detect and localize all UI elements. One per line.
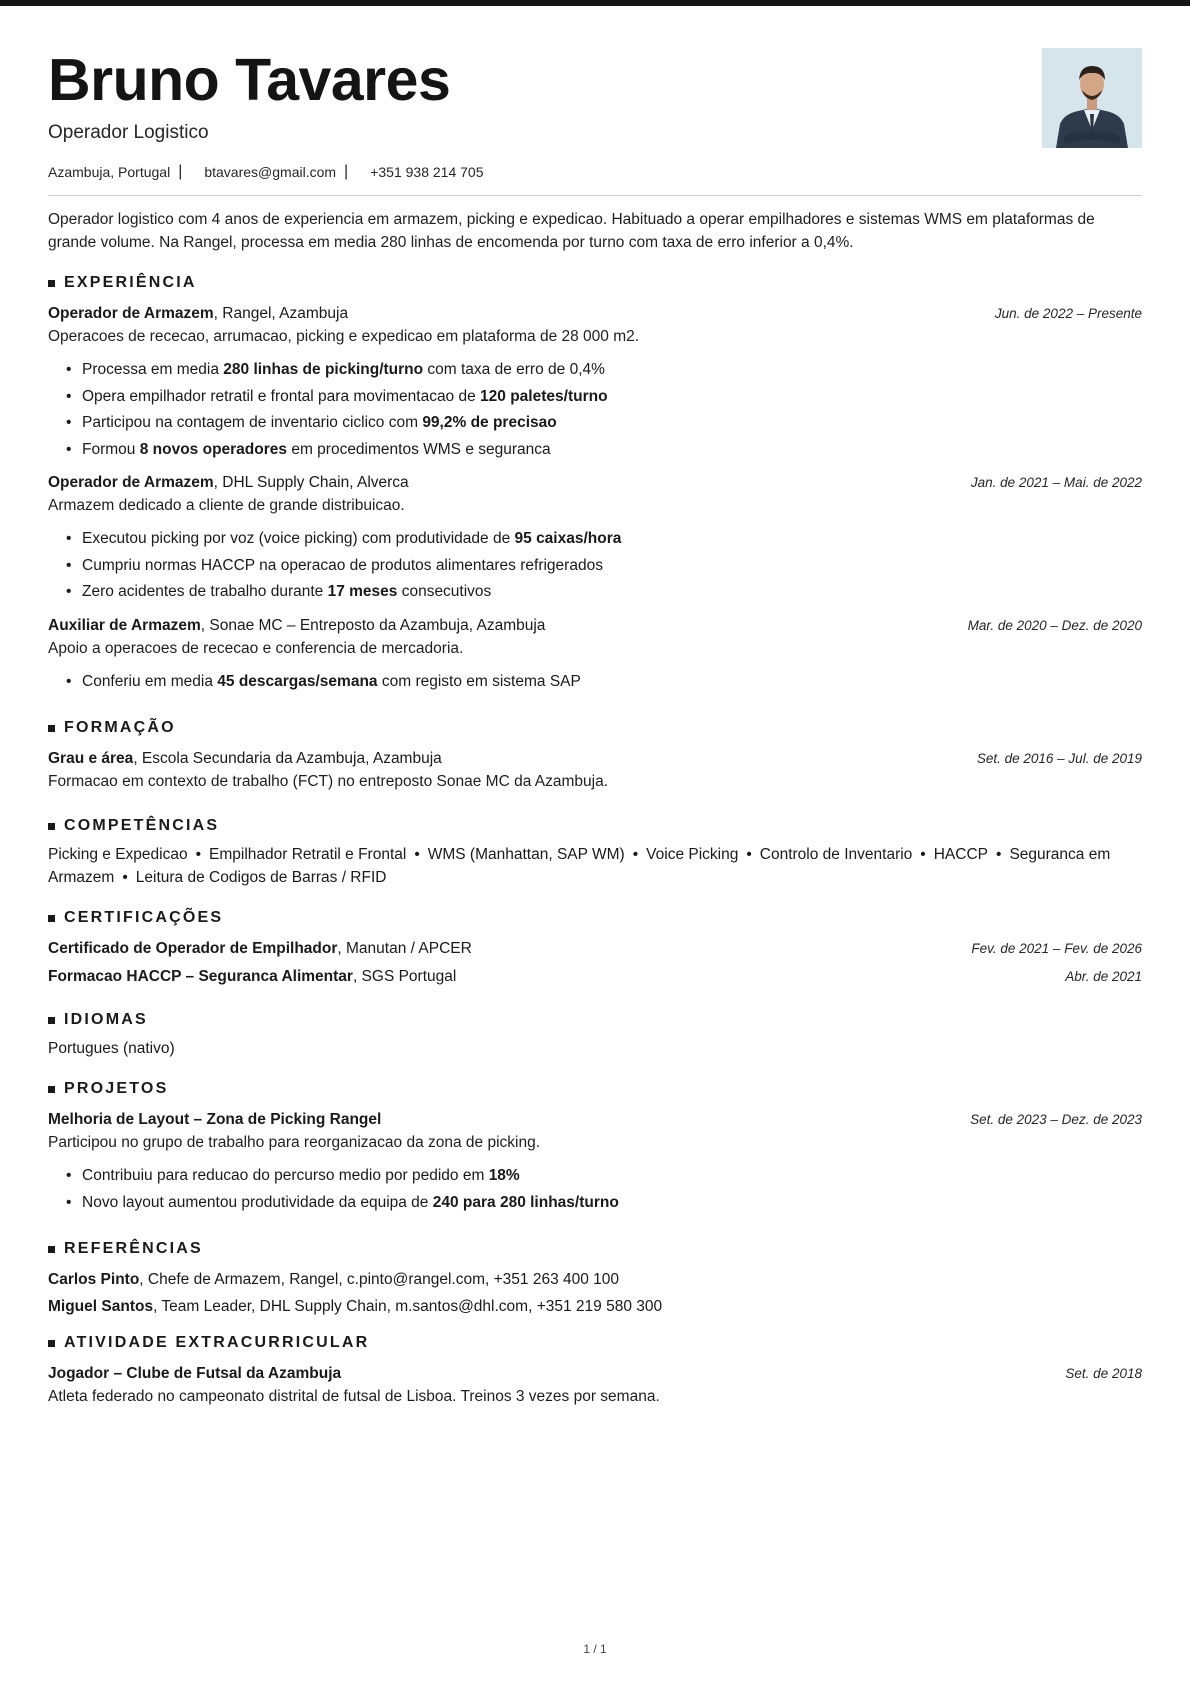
job-date: Mar. de 2020 – Dez. de 2020 xyxy=(967,617,1142,633)
reference-list xyxy=(48,1266,1142,1320)
experience-entry xyxy=(48,614,1142,696)
section-skills-header xyxy=(48,815,1142,837)
education-description: Formacao em contexto de trabalho (FCT) no entreposto Sonae MC da Azambuja. xyxy=(48,773,609,790)
activity-date: Set. de 2018 xyxy=(1065,1366,1142,1381)
languages-text: Portugues (nativo) xyxy=(48,1040,175,1057)
project-description: Participou no grupo de trabalho para reorganizacao da zona de picking. xyxy=(48,1134,541,1151)
section-square-icon xyxy=(48,1246,55,1253)
summary-text: Operador logistico com 4 anos de experiencia em armazem, picking e expedicao. Habituado a operar empilhadores e sistemas WMS em plataformas de grande volume. Na Rangel, processa em media 280 linhas de encomenda por turno com taxa de erro inferior a 0,4%. xyxy=(48,211,1095,251)
bullet-item: • Opera empilhador retratil e frontal para movimentacao de 120 paletes/turno xyxy=(66,384,1142,411)
job-description: Apoio a operacoes de rececao e conferencia de mercadoria. xyxy=(48,639,464,657)
top-bar xyxy=(0,0,1190,6)
section-square-icon xyxy=(48,1086,55,1093)
certification-item: Certificado de Operador de Empilhador, Manutan / APCER Fev. de 2021 – Fev. de 2026 xyxy=(48,935,1142,963)
section-square-icon xyxy=(48,823,55,830)
portrait-illustration xyxy=(1042,48,1142,148)
job-org: , Sonae MC – Entreposto da Azambuja, Azambuja xyxy=(200,616,546,634)
header-divider xyxy=(48,195,1142,196)
bullet-item: • Formou 8 novos operadores em procedimentos WMS e seguranca xyxy=(66,437,1142,464)
job-bullets xyxy=(66,669,1142,696)
section-title: ATIVIDADE EXTRACURRICULAR xyxy=(64,1334,370,1351)
activity-name: Jogador – Clube de Futsal da Azambuja xyxy=(48,1365,342,1382)
person-photo xyxy=(1042,48,1142,148)
skill-item: Picking e Expedicao xyxy=(48,846,188,863)
resume-header xyxy=(48,44,1142,181)
project-bullets xyxy=(66,1163,1142,1216)
degree-name: Grau e área xyxy=(48,750,134,767)
contact-location: Azambuja, Portugal xyxy=(48,164,171,180)
bullet-item: • Zero acidentes de trabalho durante 17 meses consecutivos xyxy=(66,579,1142,606)
page-number: 1 / 1 xyxy=(583,1642,607,1656)
section-title: CERTIFICAÇÕES xyxy=(64,909,224,926)
section-languages-header xyxy=(48,1009,1142,1031)
skill-item: WMS (Manhattan, SAP WM) xyxy=(427,846,625,863)
contact-separator: | xyxy=(344,163,349,180)
contact-line xyxy=(48,163,1142,181)
section-education-header xyxy=(48,717,1142,739)
section-references-header xyxy=(48,1238,1142,1260)
reference-item: Miguel Santos, Team Leader, DHL Supply Chain, m.santos@dhl.com, +351 219 580 300 xyxy=(48,1298,663,1315)
section-projects-header xyxy=(48,1078,1142,1100)
certification-date: Fev. de 2021 – Fev. de 2026 xyxy=(971,941,1142,956)
job-role: Operador de Armazem xyxy=(48,474,214,491)
skill-item: Seguranca em Armazem xyxy=(48,846,1111,886)
skill-item: Leitura de Codigos de Barras / RFID xyxy=(135,869,387,886)
bullet-item: • Participou na contagem de inventario ciclico com 99,2% de precisao xyxy=(66,410,1142,437)
job-date: Jun. de 2022 – Presente xyxy=(994,306,1142,321)
job-role: Auxiliar de Armazem xyxy=(48,616,201,634)
section-experience-header xyxy=(48,272,1142,294)
reference-item: Carlos Pinto, Chefe de Armazem, Rangel, c.pinto@rangel.com, +351 263 400 100 xyxy=(48,1271,620,1288)
activity-description: Atleta federado no campeonato distrital de futsal de Lisboa. Treinos 3 vezes por semana. xyxy=(48,1388,660,1405)
section-title: EXPERIÊNCIA xyxy=(64,274,197,291)
job-description: Operacoes de rececao, arrumacao, picking e expedicao em plataforma de 28 000 m2. xyxy=(48,328,640,345)
bullet-item: • Contribuiu para reducao do percurso medio por pedido em 18% xyxy=(66,1163,1142,1190)
job-description: Armazem dedicado a cliente de grande distribuicao. xyxy=(48,497,405,514)
candidate-name: Bruno Tavares xyxy=(48,47,451,113)
bullet-item: • Executou picking por voz (voice picking) com produtividade de 95 caixas/hora xyxy=(66,526,1142,553)
section-square-icon xyxy=(48,915,55,922)
skill-item: Empilhador Retratil e Frontal xyxy=(209,846,407,863)
skill-item: Voice Picking xyxy=(646,846,739,863)
school-name: , Escola Secundaria da Azambuja, Azambuja xyxy=(133,750,442,767)
contact-separator: | xyxy=(178,163,183,180)
certification-list xyxy=(48,935,1142,991)
certification-date: Abr. de 2021 xyxy=(1065,969,1142,984)
job-org: , Rangel, Azambuja xyxy=(213,305,349,322)
skill-item: HACCP xyxy=(933,846,988,863)
project-name: Melhoria de Layout – Zona de Picking Rangel xyxy=(48,1111,382,1128)
contact-phone[interactable]: +351 938 214 705 xyxy=(370,164,484,180)
job-bullets xyxy=(66,526,1142,606)
job-role: Operador de Armazem xyxy=(48,305,214,322)
bullet-item: • Conferiu em media 45 descargas/semana com registo em sistema SAP xyxy=(66,669,1142,696)
education-date: Set. de 2016 – Jul. de 2019 xyxy=(976,751,1142,766)
bullet-item: • Cumpriu normas HACCP na operacao de produtos alimentares refrigerados xyxy=(66,553,1142,580)
project-date: Set. de 2023 – Dez. de 2023 xyxy=(970,1112,1142,1127)
contact-email[interactable]: btavares@gmail.com xyxy=(204,164,337,180)
bullet-item: • Processa em media 280 linhas de picking/turno com taxa de erro de 0,4% xyxy=(66,357,1142,384)
section-extracurricular-header xyxy=(48,1332,1142,1354)
resume-page xyxy=(48,44,1142,1408)
section-square-icon xyxy=(48,725,55,732)
extracurricular-entry xyxy=(48,1362,1142,1408)
job-org: , DHL Supply Chain, Alverca xyxy=(213,474,409,491)
section-title: COMPETÊNCIAS xyxy=(64,817,220,834)
section-certifications-header xyxy=(48,907,1142,929)
education-entry xyxy=(48,747,1142,793)
section-square-icon xyxy=(48,1017,55,1024)
experience-entry xyxy=(48,302,1142,463)
section-square-icon xyxy=(48,1340,55,1347)
experience-entry xyxy=(48,471,1142,606)
skills-list: Picking e Expedicao • Empilhador Retratil e Frontal • WMS (Manhattan, SAP WM) • Voice Picking • Controlo de Inventario • HACCP • Seguranca em Armazem • Leitura de Codigos de Barras / RFID xyxy=(48,846,1111,886)
project-entry xyxy=(48,1108,1142,1216)
section-title: FORMAÇÃO xyxy=(64,719,176,736)
job-date: Jan. de 2021 – Mai. de 2022 xyxy=(970,475,1142,490)
certification-item: Formacao HACCP – Seguranca Alimentar, SGS Portugal Abr. de 2021 xyxy=(48,963,1142,991)
section-title: IDIOMAS xyxy=(64,1011,148,1028)
section-title: REFERÊNCIAS xyxy=(64,1240,203,1257)
job-bullets xyxy=(66,357,1142,463)
section-title: PROJETOS xyxy=(64,1080,169,1097)
candidate-role: Operador Logistico xyxy=(48,122,209,143)
bullet-item: • Novo layout aumentou produtividade da equipa de 240 para 280 linhas/turno xyxy=(66,1190,1142,1217)
section-square-icon xyxy=(48,280,55,287)
skill-item: Controlo de Inventario xyxy=(759,846,913,863)
